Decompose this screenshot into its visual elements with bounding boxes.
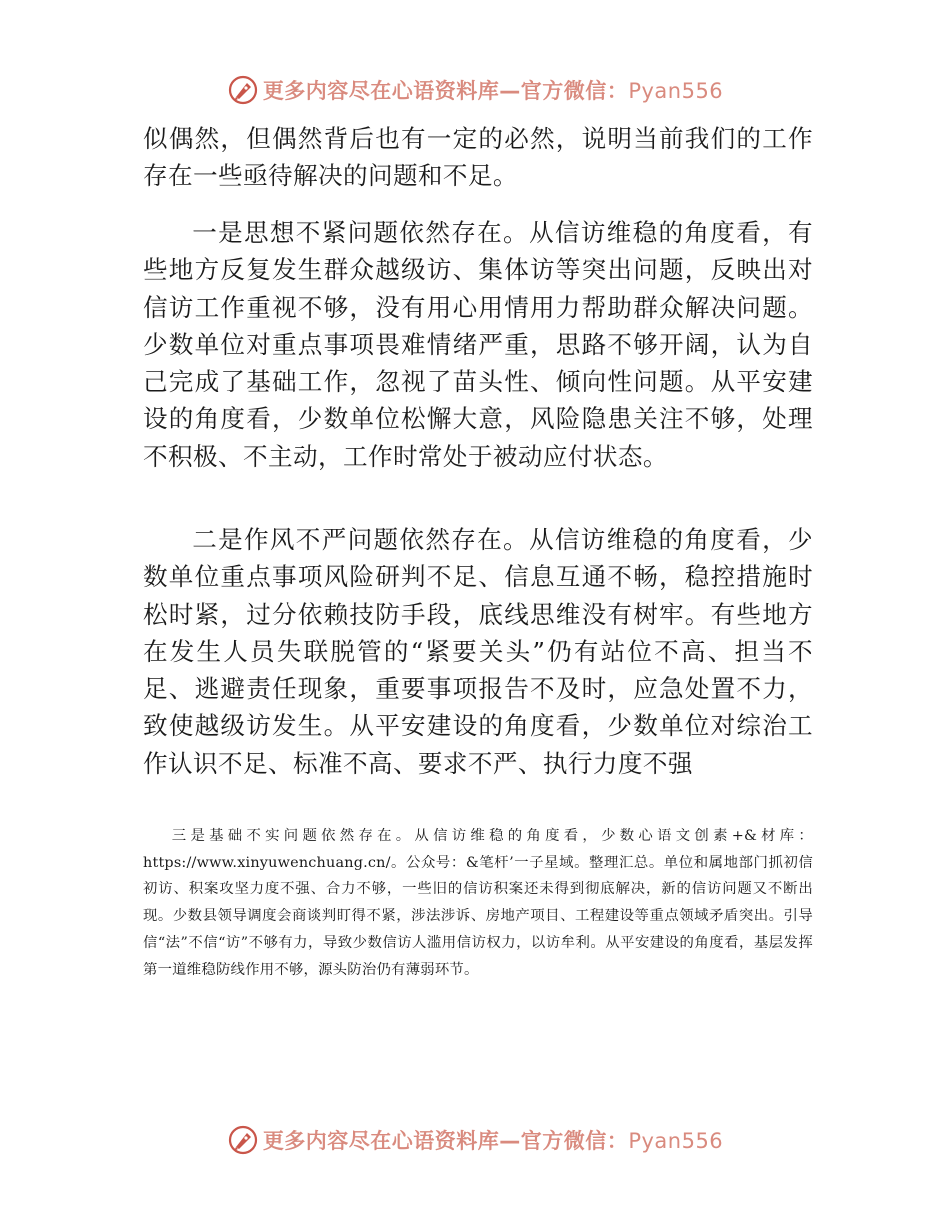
banner-label: 更多内容尽在心语资料库—官方微信： — [262, 79, 629, 103]
wechat-id: Pyan556 — [628, 1129, 724, 1153]
pen-nib-logo-icon — [227, 74, 259, 106]
intro-text: 似偶然，但偶然背后也有一定的必然，说明当前我们的工作存在一些亟待解决的问题和不足。 — [143, 124, 813, 191]
footer-banner — [0, 1120, 950, 1160]
paragraph-foundation — [143, 823, 813, 983]
header-banner — [0, 70, 950, 110]
paragraph-2-text: 二是作风不严问题依然存在。从信访维稳的角度看，少数单位重点事项风险研判不足、信息互通不畅，稳控措施时松时紧，过分依赖技防手段，底线思维没有树牢。有些地方在发生人员失联脱管的“紧要关头”仍有站位不高、担当不足、逃避责任现象，重要事项报告不及时，应急处置不力，致使越级访发生。从平安建设的角度看，少数单位对综治工作认识不足、标准不高、要求不严、执行力度不强 — [143, 525, 813, 778]
banner-text — [263, 75, 723, 105]
banner-label: 更多内容尽在心语资料库—官方微信： — [262, 1129, 629, 1153]
intro-paragraph — [143, 120, 813, 195]
paragraph-style — [143, 521, 813, 782]
pen-nib-logo-icon — [227, 1124, 259, 1156]
paragraph-1-text: 一是思想不紧问题依然存在。从信访维稳的角度看，有些地方反复发生群众越级访、集体访等突出问题，反映出对信访工作重视不够，没有用心用情用力帮助群众解决问题。少数单位对重点事项畏难情绪严重，思路不够开阔，认为自己完成了基础工作，忽视了苗头性、倾向性问题。从平安建设的角度看，少数单位松懈大意，风险隐患关注不够，处理不积极、不主动，工作时常处于被动应付状态。 — [143, 218, 813, 471]
wechat-id: Pyan556 — [628, 79, 724, 103]
banner-text — [263, 1125, 723, 1155]
paragraph-thinking — [143, 214, 813, 475]
paragraph-3-text: 三是基础不实问题依然存在。从信访维稳的角度看，少数心语文创素+&材库：https://www.xinyuwenchuang.cn/。公众号：&笔杆’一子星域。整理汇总。单位和属地部门抓初信初访、积案攻坚力度不强、合力不够，一些旧的信访积案还未得到彻底解决，新的信访问题又不断出现。少数县领导调度会商谈判盯得不紧，涉法涉诉、房地产项目、工程建设等重点领域矛盾突出。引导信“法”不信“访”不够有力，导致少数信访人滥用信访权力，以访牟利。从平安建设的角度看，基层发挥第一道维稳防线作用不够，源头防治仍有薄弱环节。 — [143, 828, 813, 978]
